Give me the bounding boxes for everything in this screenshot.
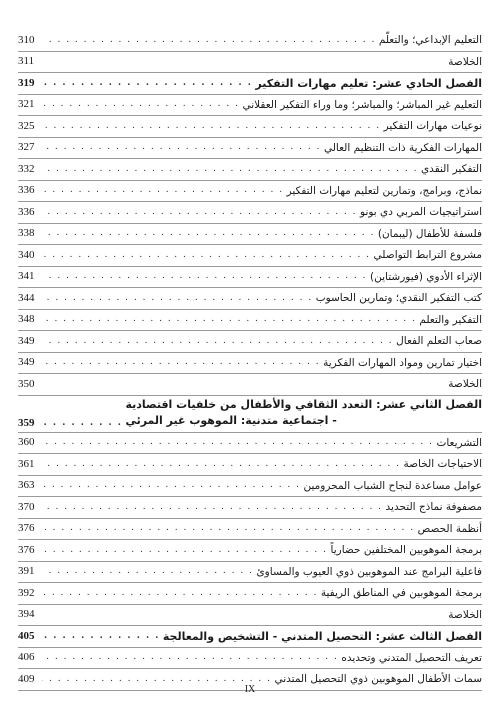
dot-leader xyxy=(42,481,301,490)
page-number-ref: 336 xyxy=(18,205,35,218)
toc-entry xyxy=(18,648,482,670)
page-number-ref: 340 xyxy=(18,248,35,261)
chapter-heading xyxy=(18,626,482,648)
entry-title: التعليم الإبداعي؛ والتعلّم xyxy=(378,34,482,46)
entry-title: التفكير النقدي xyxy=(420,163,482,175)
dot-leader xyxy=(42,358,320,367)
table-of-contents xyxy=(18,30,482,691)
toc-entry xyxy=(18,202,482,224)
toc-entry xyxy=(18,605,482,627)
dot-leader xyxy=(42,186,284,195)
page-number-ref: 349 xyxy=(18,334,35,347)
dot-leader xyxy=(42,315,416,324)
toc-entry xyxy=(18,497,482,519)
page-number: IX xyxy=(244,684,256,695)
page-number-ref: 370 xyxy=(18,500,35,513)
entry-title: التعليم غير المباشر؛ والمباشر؛ وما وراء التفكير العقلاني xyxy=(242,98,482,111)
page-number-ref: 338 xyxy=(18,227,35,240)
dot-leader xyxy=(42,143,321,152)
toc-entry xyxy=(18,95,482,117)
page-number-ref: 405 xyxy=(18,629,35,642)
entry-title: صعاب التعلم الفعال xyxy=(396,335,482,347)
page-number-ref: 311 xyxy=(18,55,35,68)
page-number-ref: 327 xyxy=(18,141,35,154)
dot-leader xyxy=(42,100,239,109)
page-number-ref: 376 xyxy=(18,543,35,556)
dot-leader xyxy=(42,653,338,662)
dot-leader xyxy=(42,165,418,174)
entry-title: تعريف التحصيل المتدني وتحديده xyxy=(341,651,482,664)
dot-leader xyxy=(42,503,383,512)
chapter-title: الفصل الثالث عشر: التحصيل المتدني - التشخيص والمعالجة xyxy=(162,629,482,643)
page-number-ref: 394 xyxy=(18,608,35,621)
entry-title: التشريعات xyxy=(436,436,482,449)
dot-leader xyxy=(42,632,160,641)
toc-entry xyxy=(18,476,482,498)
page-number-ref: 361 xyxy=(18,457,35,470)
toc-entry xyxy=(18,310,482,332)
toc-entry xyxy=(18,245,482,267)
entry-title: نماذج، وبرامج، وتمارين لتعليم مهارات التفكير xyxy=(286,184,482,197)
page-number-ref: 310 xyxy=(18,33,35,46)
entry-title: الخلاصة xyxy=(448,608,482,621)
chapter-title: الفصل الحادي عشر: تعليم مهارات التفكير xyxy=(255,76,482,90)
page-number-ref: 409 xyxy=(18,672,35,685)
page-number-ref: 319 xyxy=(18,76,35,89)
toc-entry xyxy=(18,181,482,203)
chapter-title xyxy=(125,397,482,429)
toc-entry xyxy=(18,224,482,246)
entry-title: فاعلية البرامج عند الموهوبين ذوي العيوب والمساوئ xyxy=(256,565,482,578)
dot-leader xyxy=(42,419,122,428)
toc-entry xyxy=(18,433,482,455)
entry-title: الاحتياجات الخاصة xyxy=(403,458,482,470)
dot-leader xyxy=(42,122,381,131)
entry-title: التفكير والتعلم xyxy=(419,313,482,326)
entry-title: أنظمة الحصص xyxy=(417,522,482,535)
dot-leader xyxy=(42,36,376,45)
entry-title: فلسفة للأطفال (ليبمان) xyxy=(377,227,482,240)
entry-title: المهارات الفكرية ذات التنظيم العالي xyxy=(323,141,482,154)
entry-title: نوعيات مهارات التفكير xyxy=(383,120,482,132)
entry-title: اختيار تمارين ومواد المهارات الفكرية xyxy=(323,356,482,369)
dot-leader xyxy=(42,567,253,576)
dot-leader xyxy=(42,589,318,598)
page-number-ref: 350 xyxy=(18,377,35,390)
toc-entry xyxy=(18,540,482,562)
dot-leader xyxy=(42,546,328,555)
entry-title: برمجة الموهوبين المختلفين حضارياً xyxy=(330,544,482,556)
chapter-title-line: - اجتماعية متدنية: الموهوب غير المرئي xyxy=(125,413,337,427)
dot-leader xyxy=(42,460,401,469)
page-number-ref: 321 xyxy=(18,98,35,111)
toc-entry xyxy=(18,138,482,160)
entry-title: الإثراء الأدوي (فيورشتاين) xyxy=(370,270,482,283)
page-number-ref: 344 xyxy=(18,291,35,304)
chapter-heading xyxy=(18,396,482,433)
page-number-ref: 363 xyxy=(18,479,35,492)
page-number-ref: 336 xyxy=(18,184,35,197)
page-number-ref: 376 xyxy=(18,522,35,535)
entry-title: مشروع الترابط التواصلي xyxy=(373,249,482,261)
entry-title: استراتيجيات المربي دي بونو xyxy=(360,206,482,218)
dot-leader xyxy=(42,438,433,447)
page-number-ref: 392 xyxy=(18,586,35,599)
toc-entry xyxy=(18,267,482,289)
dot-leader xyxy=(42,229,375,238)
chapter-heading xyxy=(18,73,482,95)
toc-entry xyxy=(18,353,482,375)
entry-title: سمات الأطفال الموهوبين ذوي التحصيل المتدني xyxy=(274,673,482,685)
page-number-ref: 325 xyxy=(18,119,35,132)
dot-leader xyxy=(42,79,252,88)
dot-leader xyxy=(42,251,371,260)
toc-entry xyxy=(18,159,482,181)
dot-leader xyxy=(42,524,415,533)
page-number-ref: 359 xyxy=(18,416,35,429)
page-number-ref: 348 xyxy=(18,313,35,326)
toc-entry xyxy=(18,116,482,138)
entry-title: مصفوفة نماذج التحديد xyxy=(385,501,482,513)
toc-entry xyxy=(18,583,482,605)
page-number-ref: 341 xyxy=(18,270,35,283)
dot-leader xyxy=(42,294,313,303)
toc-entry xyxy=(18,30,482,52)
page-number-ref: 391 xyxy=(18,565,35,578)
dot-leader xyxy=(42,272,367,281)
toc-entry xyxy=(18,374,482,396)
page-number-ref: 360 xyxy=(18,436,35,449)
page-number-ref: 332 xyxy=(18,162,35,175)
dot-leader xyxy=(42,337,393,346)
entry-title: الخلاصة xyxy=(448,378,482,390)
entry-title: برمجة الموهوبين في المناطق الريفية xyxy=(320,587,482,599)
toc-entry xyxy=(18,562,482,584)
entry-title: عوامل مساعدة لنجاح الشباب المحرومين xyxy=(303,479,482,492)
page-number-ref: 349 xyxy=(18,356,35,369)
toc-entry xyxy=(18,331,482,353)
chapter-title-line: الفصل الثاني عشر: التعدد الثقافي والأطفال من خلفيات اقتصادية xyxy=(125,397,482,411)
entry-title: كتب التفكير النقدي؛ وتمارين الحاسوب xyxy=(315,292,482,304)
toc-entry xyxy=(18,519,482,541)
page-number-ref: 406 xyxy=(18,651,35,664)
toc-entry xyxy=(18,454,482,476)
toc-entry xyxy=(18,52,482,74)
toc-entry xyxy=(18,288,482,310)
dot-leader xyxy=(42,675,272,684)
entry-title: الخلاصة xyxy=(448,55,482,68)
dot-leader xyxy=(42,208,357,217)
